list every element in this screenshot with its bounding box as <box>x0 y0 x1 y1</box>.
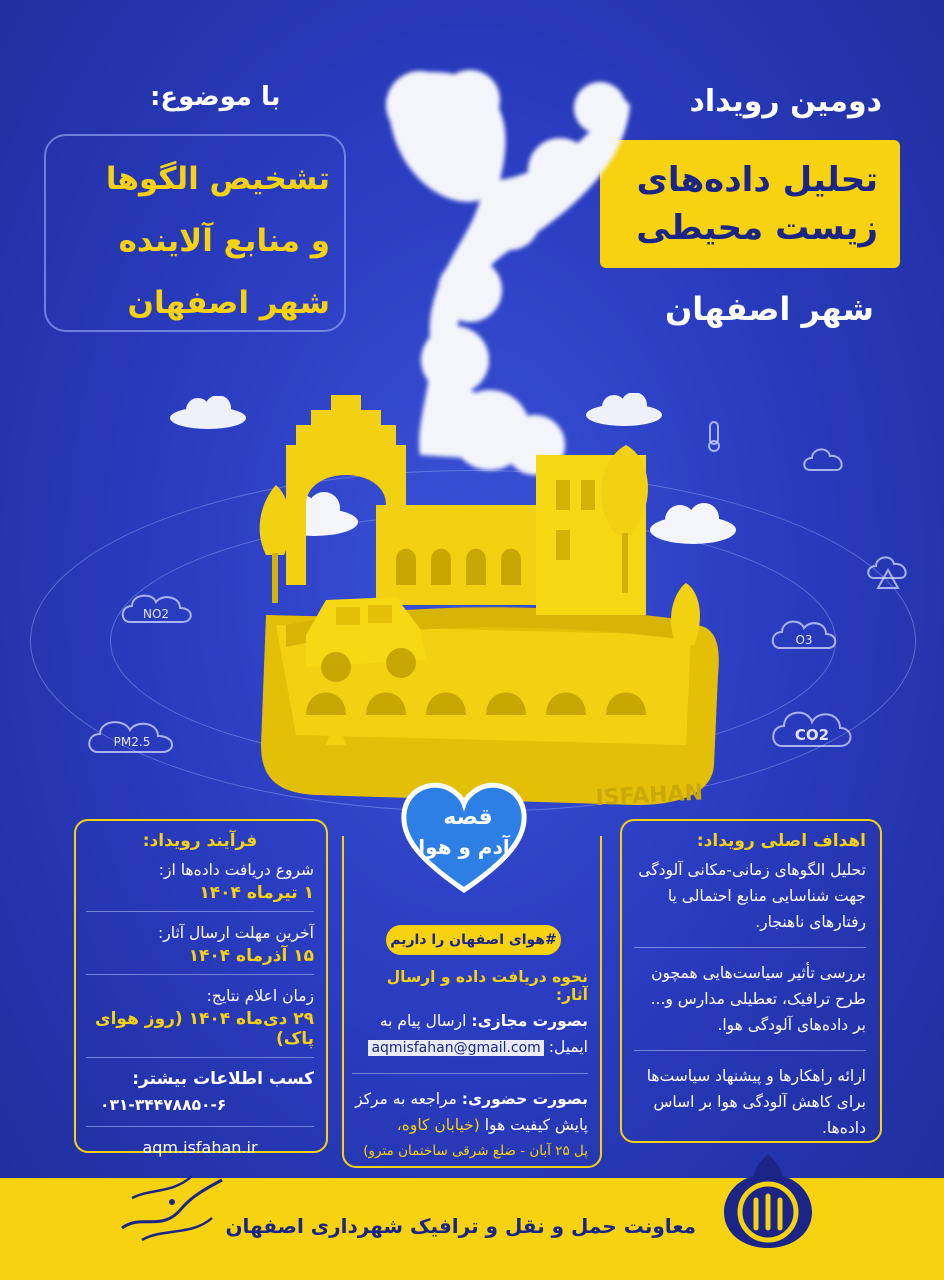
heart-logo-line2: آدم و هوا <box>418 835 510 859</box>
co2-badge-icon <box>770 700 852 756</box>
divider <box>86 974 314 975</box>
inperson-text1: مراجعه به مرکز <box>355 1090 457 1108</box>
email-line <box>352 1034 588 1061</box>
email-link[interactable]: aqmisfahan@gmail.com <box>368 1040 543 1056</box>
hashtag-pill: #هوای اصفهان را داریم <box>386 925 561 955</box>
warning-cloud-icon <box>866 548 916 594</box>
o3-badge-icon <box>770 614 840 658</box>
inperson-text2: پایش کیفیت هوا <box>484 1116 588 1134</box>
email-label: ایمیل: <box>548 1038 588 1056</box>
online-label: بصورت مجازی: <box>471 1012 588 1030</box>
no2-badge-icon <box>118 588 198 632</box>
isfahan-city-model-illustration <box>236 385 726 845</box>
divider <box>352 1073 588 1074</box>
deadline-date: ۱۵ آذرماه ۱۴۰۴ <box>188 946 314 966</box>
municipality-logo-icon <box>720 1150 816 1250</box>
city-title: شهر اصفهان <box>664 290 874 328</box>
divider <box>86 1057 314 1058</box>
topic-text <box>58 148 330 334</box>
signature-logo <box>112 1158 232 1250</box>
start-label: شروع دریافت داده‌ها از: <box>158 861 314 879</box>
goals-title: اهداف اصلی رویداد: <box>696 831 866 851</box>
inperson-address2: پل ۲۵ آبان - ضلع شرقی ساختمان مترو) <box>363 1143 588 1159</box>
event-title-line2: زیست محیطی <box>636 208 878 248</box>
deadline-label: آخرین مهلت ارسال آثار: <box>158 924 314 942</box>
event-kicker: دومین رویداد <box>689 84 882 119</box>
more-info-label: کسب اطلاعات بیشتر: <box>132 1069 314 1089</box>
no2-label: NO2 <box>142 607 170 621</box>
pm25-badge-icon <box>86 712 182 762</box>
inperson-address1: (خیابان کاوه، <box>396 1116 480 1134</box>
divider <box>634 947 866 948</box>
topic-line2: و منابع آلاینده <box>118 223 330 259</box>
results-date: ۲۹ دی‌ماه ۱۴۰۴ (روز هوای پاک) <box>95 1009 314 1049</box>
divider <box>86 911 314 912</box>
footer-org-name: معاونت حمل و نقل و ترافیک شهرداری اصفهان <box>225 1214 696 1238</box>
topic-line3: شهر اصفهان <box>127 285 330 321</box>
start-date: ۱ تیرماه ۱۴۰۴ <box>199 883 314 903</box>
weather-cloud-icon <box>800 440 850 480</box>
o3-label: O3 <box>795 633 813 647</box>
co2-label: CO2 <box>794 726 830 744</box>
goal-item: بررسی تأثیر سیاست‌هایی همچون طرح ترافیک، تعطیلی مدارس و... بر داده‌های آلودگی هوا. <box>650 964 866 1034</box>
goal-item: تحلیل الگوهای زمانی-مکانی آلودگی جهت شناسایی منابع احتمالی یا رفتارهای ناهنجار. <box>638 861 866 931</box>
phone-number[interactable]: ۰۳۱-۳۴۴۷۸۸۵۰-۶ <box>100 1096 227 1114</box>
inperson-line2 <box>352 1112 588 1138</box>
topic-label: با موضوع: <box>150 82 281 112</box>
process-title: فرآیند رویداد: <box>142 831 258 851</box>
process-panel <box>74 819 328 1157</box>
online-text: ارسال پیام به <box>379 1012 467 1030</box>
submission-title: نحوه دریافت داده و ارسال آثار: <box>386 968 588 1004</box>
isfahan-sign-text: ISFAHAN <box>595 780 704 811</box>
inperson-line <box>352 1086 588 1112</box>
heart-logo-line1: قصه <box>443 805 493 830</box>
event-title-box <box>600 140 900 268</box>
divider <box>634 1050 866 1051</box>
divider <box>86 1126 314 1127</box>
online-line <box>352 1008 588 1034</box>
goals-panel <box>620 819 882 1143</box>
goal-item: ارائه راهکارها و پیشنهاد سیاست‌ها برای کاهش آلودگی هوا بر اساس داده‌ها. <box>646 1067 866 1137</box>
topic-line1: تشخیص الگوها <box>105 161 330 197</box>
inperson-label: بصورت حضوری: <box>461 1090 588 1108</box>
event-title-line1: تحلیل داده‌های <box>636 160 878 200</box>
submission-panel <box>342 836 602 1168</box>
pm25-label: PM2.5 <box>113 735 151 749</box>
website-link[interactable]: aqm.isfahan.ir <box>142 1138 258 1157</box>
results-label: زمان اعلام نتایج: <box>206 987 314 1005</box>
